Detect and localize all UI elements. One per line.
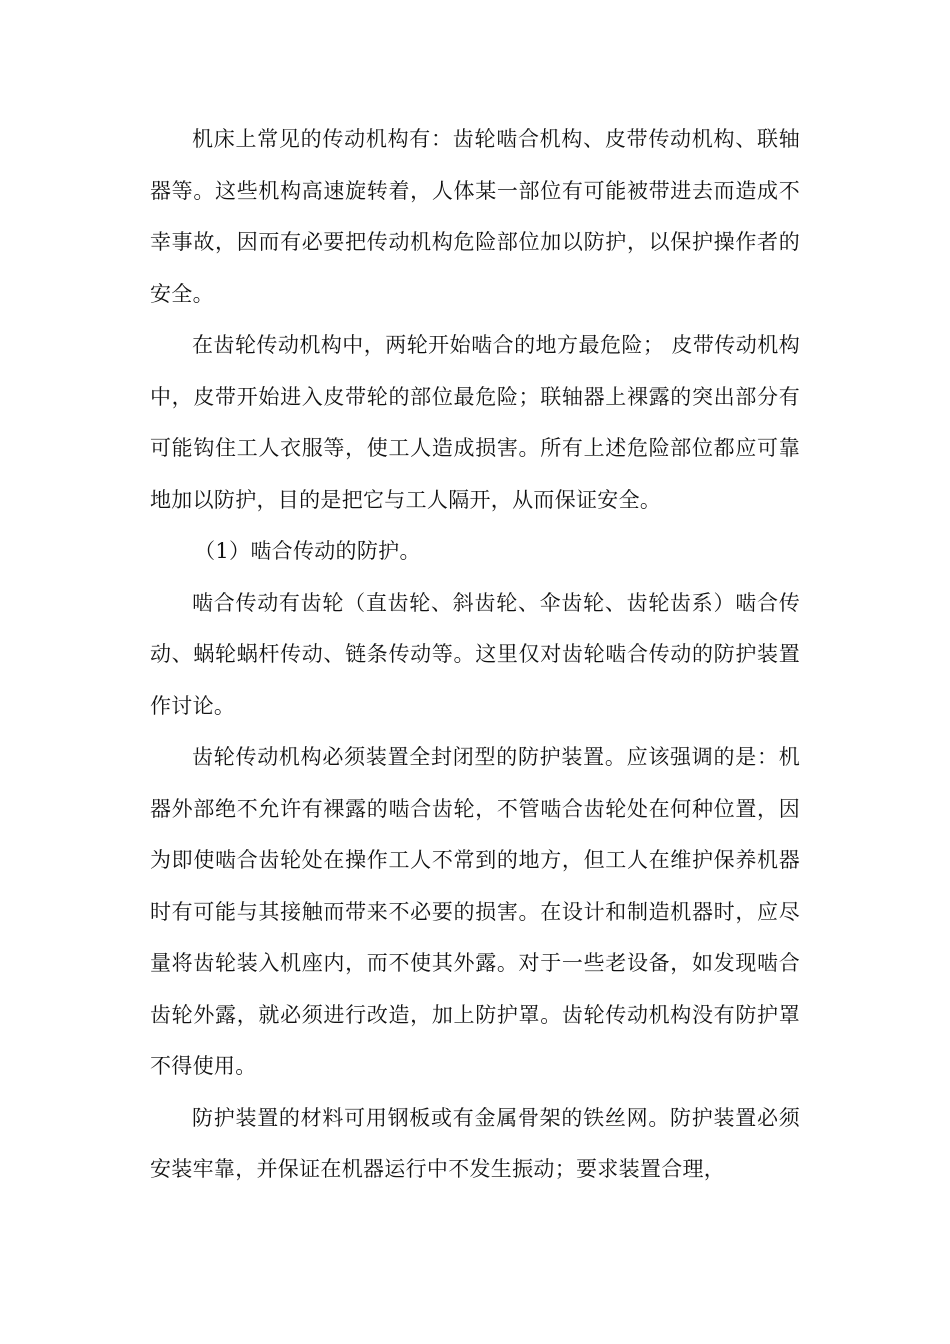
paragraph-enclosed-guard-requirement: 齿轮传动机构必须装置全封闭型的防护装置。应该强调的是：机器外部绝不允许有裸露的啮合齿轮，不管啮合齿轮处在何种位置，因为即使啮合齿轮处在操作工人不常到的地方，但工人在维护保养机器时有可能与其接触而带来不必要的损害。在设计和制造机器时，应尽量将齿轮装入机座内，而不使其外露。对于一些老设备，如发现啮合齿轮外露，就必须进行改造，加上防护罩。齿轮传动机构没有防护罩不得使用。 (150, 745, 800, 1078)
document-body (150, 114, 800, 1196)
paragraph-guard-materials: 防护装置的材料可用钢板或有金属骨架的铁丝网。防护装置必须安装牢靠，并保证在机器运行中不发生振动；要求装置合理， (150, 1105, 800, 1181)
section-heading-mesh-protection: （1）啮合传动的防护。 (194, 539, 421, 563)
paragraph-danger-points: 在齿轮传动机构中，两轮开始啮合的地方最危险； 皮带传动机构中，皮带开始进入皮带轮的部位最危险；联轴器上裸露的突出部分有可能钩住工人衣服等，使工人造成损害。所有上述危险部位都应可靠地加以防护，目的是把它与工人隔开，从而保证安全。 (150, 333, 800, 512)
paragraph-transmission-mechanisms: 机床上常见的传动机构有：齿轮啮合机构、皮带传动机构、联轴器等。这些机构高速旋转着，人体某一部位有可能被带进去而造成不幸事故，因而有必要把传动机构危险部位加以防护，以保护操作者的安全。 (150, 127, 800, 306)
paragraph-mesh-transmission-types: 啮合传动有齿轮（直齿轮、斜齿轮、伞齿轮、齿轮齿系）啮合传动、蜗轮蜗杆传动、链条传动等。这里仅对齿轮啮合传动的防护装置作讨论。 (150, 590, 800, 718)
